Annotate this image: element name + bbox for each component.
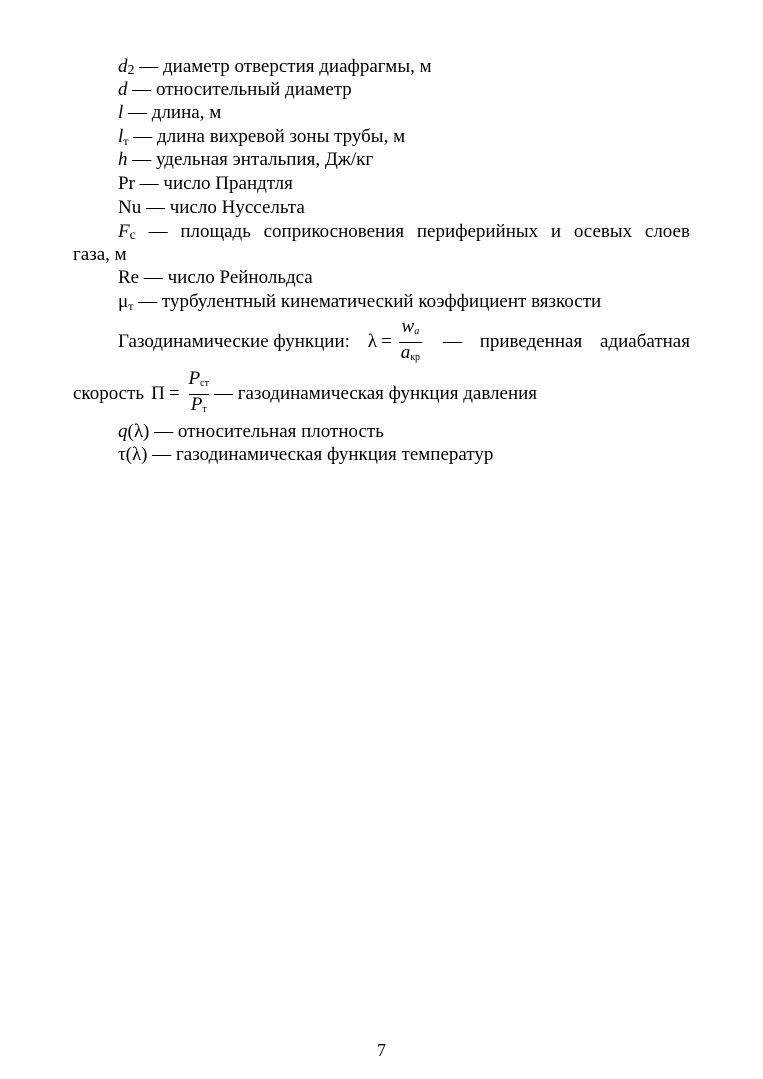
- symbol: q: [118, 421, 128, 442]
- symbol: d: [118, 56, 128, 77]
- pressure-function-line: [73, 367, 538, 418]
- definition-d: [118, 79, 352, 101]
- definition-fc: [118, 221, 690, 247]
- definition-text: — число Нуссельта: [141, 197, 305, 218]
- argument: (λ): [125, 444, 148, 465]
- word: периферийных: [416, 221, 539, 242]
- word: адиабатная: [600, 331, 690, 352]
- word: и: [550, 221, 562, 242]
- definition-text: — число Прандтля: [134, 173, 293, 194]
- symbol: h: [118, 149, 128, 170]
- word: соприкосновения: [263, 221, 405, 242]
- fraction-numerator: Pст: [188, 367, 209, 389]
- definition-text: — удельная энтальпия, Дж/кг: [127, 149, 374, 170]
- word: —: [148, 221, 168, 242]
- word: осевых: [573, 221, 633, 242]
- definition-q: [118, 421, 384, 443]
- gasdynamic-functions-line: [118, 316, 690, 368]
- definition-text: — длина, м: [123, 102, 222, 123]
- pressure-description: — газодинамическая функция давления: [213, 383, 538, 404]
- fraction-denominator: aкр: [399, 342, 422, 368]
- symbol: d: [118, 79, 128, 100]
- definition-text: — газодинамическая функция температур: [147, 444, 494, 465]
- gasdyn-label: Газодинамические функции:: [118, 331, 350, 352]
- word: площадь: [180, 221, 251, 242]
- equals-sign: =: [380, 331, 392, 352]
- fraction-numerator: wa: [401, 315, 420, 337]
- symbol: l: [118, 102, 124, 123]
- definition-text: — диаметр отверстия диафрагмы, м: [134, 56, 432, 77]
- argument: (λ): [127, 421, 150, 442]
- definition-text: — относительный диаметр: [127, 79, 352, 100]
- symbol: Nu: [118, 197, 142, 218]
- definition-tau: [118, 444, 493, 466]
- subscript: т: [123, 134, 129, 148]
- definition-text: — длина вихревой зоны трубы, м: [128, 126, 406, 147]
- definition-mu: [118, 291, 601, 317]
- word: приведенная: [479, 331, 583, 352]
- fc-symbol: Fс: [118, 221, 136, 243]
- definition-text: — турбулентный кинематический коэффициент вязкости: [133, 291, 602, 312]
- lambda-symbol: λ: [367, 331, 377, 352]
- subscript: 2: [127, 63, 135, 78]
- symbol: Re: [118, 267, 140, 288]
- fraction-denominator: Pт: [189, 394, 209, 420]
- definition-text: — относительная плотность: [149, 421, 384, 442]
- pressure-fraction: [187, 369, 211, 420]
- word: слоев: [644, 221, 690, 242]
- equals-sign: =: [168, 383, 180, 404]
- symbol: μ: [118, 291, 129, 312]
- pi-symbol: Π: [151, 383, 165, 404]
- fc-continuation: газа, м: [73, 244, 127, 265]
- definition-re: [118, 267, 313, 289]
- symbol: τ: [118, 444, 126, 465]
- definition-l: [118, 102, 221, 124]
- symbol: l: [118, 126, 124, 147]
- symbol: Pr: [118, 173, 135, 194]
- definition-h: [118, 149, 373, 171]
- subscript: т: [128, 299, 134, 313]
- definition-nu: [118, 197, 305, 219]
- lambda-fraction: [399, 317, 422, 368]
- definition-pr: [118, 173, 293, 195]
- page-number: 7: [377, 1040, 386, 1060]
- definition-text: — число Рейнольдса: [139, 267, 313, 288]
- pressure-lead-word: скорость: [73, 383, 145, 404]
- word: —: [442, 331, 462, 352]
